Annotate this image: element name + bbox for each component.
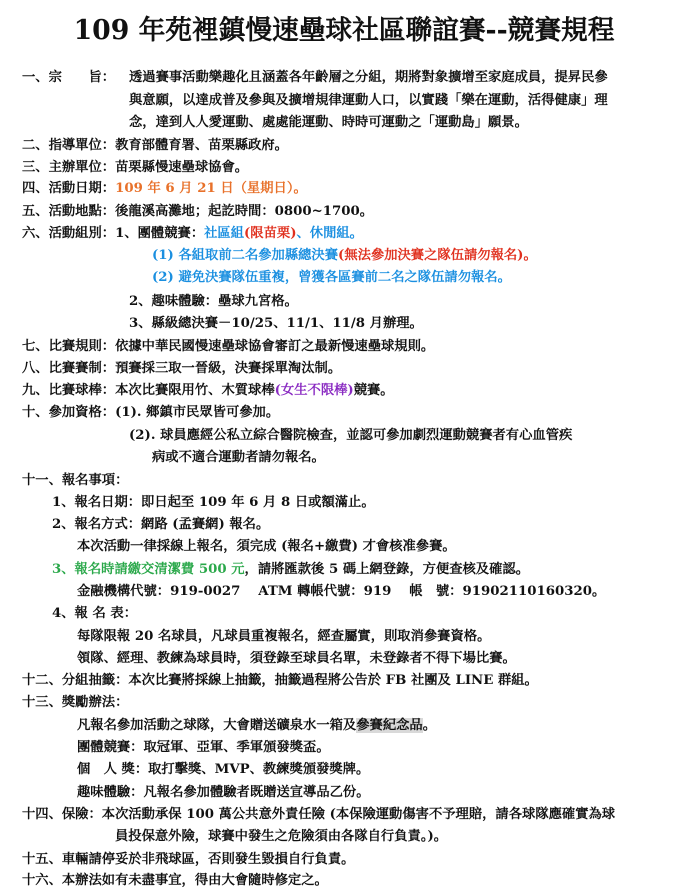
community-group: 社區組 bbox=[204, 226, 245, 241]
section-6-label: 六、活動組別： bbox=[22, 226, 116, 241]
section-13-label: 十三、獎勵辦法： bbox=[22, 695, 129, 710]
section-6 bbox=[22, 225, 363, 243]
section-1-line-2: 與意願，以達成普及參與及擴增規律運動人口，以實踐「樂在運動，活得健康」理 bbox=[129, 93, 608, 108]
section-14-line-1: 本次活動承保 100 萬公共意外責任險 (本保險運動傷害不予理賠，請各球隊應確實為球 bbox=[101, 807, 616, 822]
section-8 bbox=[22, 360, 341, 378]
section-5 bbox=[22, 203, 373, 221]
section-11-item-4: 4、報 名 表： bbox=[52, 606, 137, 621]
section-10-line-1: (1). 鄉鎮市民眾皆可參加。 bbox=[115, 405, 280, 420]
event-date: 109 年 6 月 21 日（星期日）。 bbox=[115, 181, 307, 196]
leisure-group: 、休閒組。 bbox=[296, 226, 363, 241]
section-8-label: 八、比賽賽制： bbox=[22, 361, 116, 376]
section-6-note-2: (2) 避免決賽隊伍重複，曾獲各區賽前二名之隊伍請勿報名。 bbox=[152, 270, 511, 285]
section-13-line-1-pre: 凡報名參加活動之球隊，大會贈送礦泉水一箱及 bbox=[77, 718, 357, 733]
section-6-item-2: 2、趣味體驗：壘球九宮格。 bbox=[129, 294, 298, 309]
section-9 bbox=[22, 382, 394, 400]
section-3-label: 三、主辦單位： bbox=[22, 160, 116, 175]
section-14-label: 十四、保險： bbox=[22, 807, 102, 822]
section-11-item-2-detail: 本次活動一律採線上報名，須完成 (報名+繳費) 才會核准參賽。 bbox=[77, 539, 456, 554]
section-10-line-3: 病或不適合運動者請勿報名。 bbox=[152, 450, 325, 465]
section-9-label: 九、比賽球棒： bbox=[22, 383, 116, 398]
section-12-text: 本次比賽將採線上抽籤，抽籤過程將公告於 FB 社團及 LINE 群組。 bbox=[128, 673, 538, 688]
section-3 bbox=[22, 159, 248, 177]
section-12 bbox=[22, 672, 538, 690]
section-6-note-1-blue: (1) 各組取前二名參加縣總決賽 bbox=[152, 248, 339, 263]
section-11-label: 十一、報名事項： bbox=[22, 473, 129, 488]
section-10-line-2: (2). 球員應經公私立綜合醫院檢查，並認可參加劇烈運動競賽者有心血管疾 bbox=[129, 428, 573, 443]
section-4-label: 四、活動日期： bbox=[22, 181, 116, 196]
section-10 bbox=[22, 404, 279, 422]
section-13-line-1-post: 。 bbox=[422, 718, 437, 733]
section-7 bbox=[22, 338, 434, 356]
section-11-item-1: 1、報名日期：即日起至 109 年 6 月 8 日或額滿止。 bbox=[52, 495, 375, 510]
section-15: 十五、車輛請停妥於非飛球區，否則發生毀損自行負責。 bbox=[22, 852, 355, 867]
miaoli-only-note: (限苗栗) bbox=[244, 226, 297, 241]
page-title: 109 年苑裡鎮慢速壘球社區聯誼賽--競賽規程 bbox=[73, 15, 615, 46]
section-6-note-1-red: (無法參加決賽之隊伍請勿報名) bbox=[338, 248, 524, 263]
cleaning-fee-note: 3、報名時請繳交清潔費 500 元 bbox=[52, 562, 245, 577]
section-9-pre: 本次比賽限用竹、木質球棒 bbox=[115, 383, 275, 398]
section-6-note-1 bbox=[152, 247, 537, 265]
section-6-item-3: 3、縣級總決賽－10/25、11/1、11/8 月辦理。 bbox=[129, 316, 423, 331]
section-8-text: 預賽採三取一晉級，決賽採單淘汰制。 bbox=[115, 361, 342, 376]
section-5-text: 後龍溪高灘地；起訖時間：0800~1700。 bbox=[115, 204, 374, 219]
section-1-line-3: 念，達到人人愛運動、處處能運動、時時可運動之「運動島」願景。 bbox=[129, 115, 528, 130]
section-7-text: 依據中華民國慢速壘球協會審訂之最新慢速壘球規則。 bbox=[115, 339, 435, 354]
bank-info: 金融機構代號：919-0027 ATM 轉帳代號：919 帳 號：91902110160320。 bbox=[77, 584, 606, 599]
section-11-item-2: 2、報名方式：網路 (孟賽網) 報名。 bbox=[52, 517, 270, 532]
section-2-label: 二、指導單位： bbox=[22, 138, 116, 153]
section-10-label: 十、參加資格： bbox=[22, 405, 116, 420]
souvenir-highlight: 參賽紀念品 bbox=[356, 718, 423, 733]
section-12-label: 十二、分組抽籤： bbox=[22, 673, 129, 688]
section-6-note-1-end: 。 bbox=[523, 248, 537, 263]
section-6-item-1-prefix: 1、團體競賽： bbox=[115, 226, 205, 241]
section-14 bbox=[22, 806, 615, 824]
section-14-line-2: 員投保意外險，球賽中發生之危險須由各隊自行負責。)。 bbox=[115, 829, 448, 844]
women-bat-note: (女生不限棒) bbox=[274, 383, 354, 398]
section-11-item-4-detail-2: 領隊、經理、教練為球員時，須登錄至球員名單，未登錄者不得下場比賽。 bbox=[77, 651, 516, 666]
section-7-label: 七、比賽規則： bbox=[22, 339, 116, 354]
section-2 bbox=[22, 137, 288, 155]
section-11-item-3-rest: ，請將匯款後 5 碼上網登錄，方便查核及確認。 bbox=[244, 562, 529, 577]
section-11-item-3 bbox=[52, 561, 529, 579]
section-13-line-1 bbox=[77, 717, 436, 735]
section-16: 十六、本辦法如有未盡事宜，得由大會隨時修定之。 bbox=[22, 873, 328, 888]
section-11-item-4-detail-1: 每隊限報 20 名球員，凡球員重複報名，經查屬實，則取消參賽資格。 bbox=[77, 629, 491, 644]
section-1-line-1: 透過賽事活動樂趣化且涵蓋各年齡層之分組，期將對象擴增至家庭成員，提昇民參 bbox=[129, 70, 608, 85]
section-1-label: 一、宗 旨： bbox=[22, 70, 116, 85]
section-13-line-4: 趣味體驗：凡報名參加體驗者既贈送宣導品乙份。 bbox=[77, 785, 370, 800]
section-9-post: 競賽。 bbox=[353, 383, 394, 398]
section-5-label: 五、活動地點： bbox=[22, 204, 116, 219]
section-13-line-3: 個 人 獎：取打擊獎、MVP、教練獎頒發獎牌。 bbox=[77, 762, 370, 777]
section-4 bbox=[22, 180, 307, 198]
section-3-text: 苗栗縣慢速壘球協會。 bbox=[115, 160, 249, 175]
section-2-text: 教育部體育署、苗栗縣政府。 bbox=[115, 138, 288, 153]
section-13-line-2: 團體競賽：取冠軍、亞軍、季軍頒發獎盃。 bbox=[77, 740, 330, 755]
